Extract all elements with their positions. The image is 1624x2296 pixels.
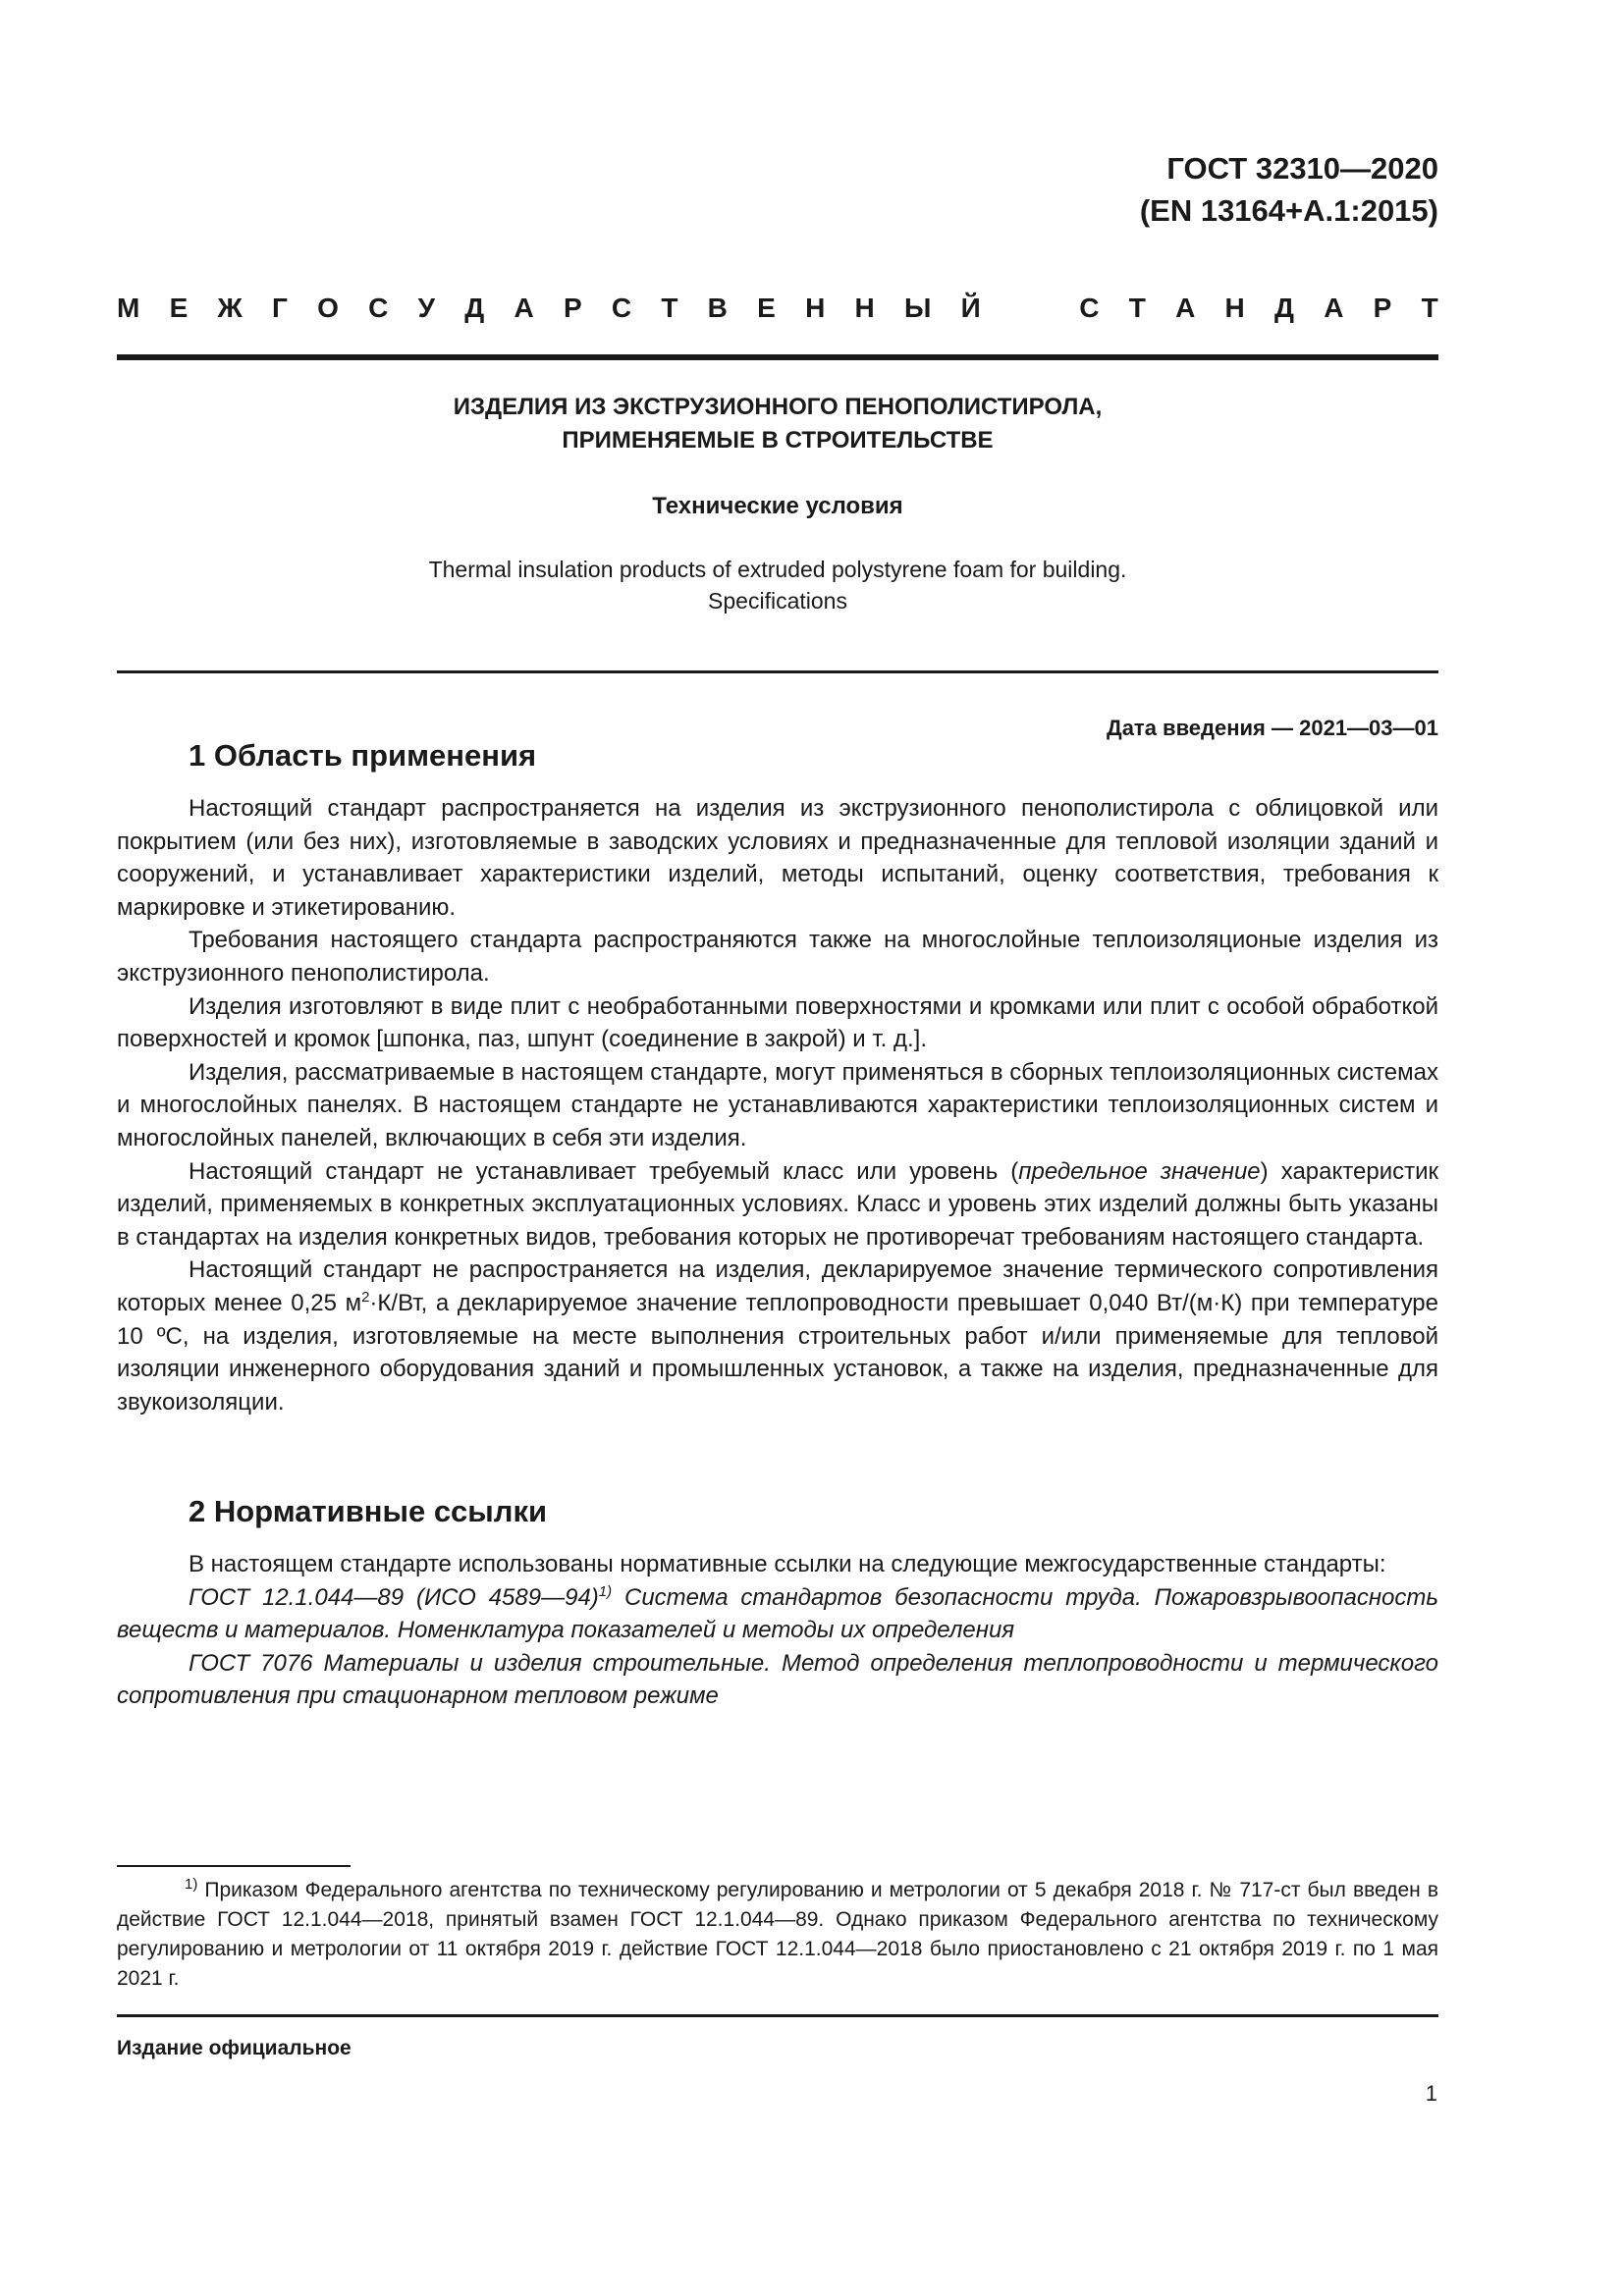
banner-letter: Т: [661, 293, 678, 323]
text-run: Настоящий стандарт не устанавливает требуемый класс или уровень (: [189, 1157, 1019, 1185]
paragraph: [117, 1254, 1438, 1418]
header-rule: [117, 354, 1438, 360]
section1-heading: 1 Область применения: [189, 738, 537, 773]
banner-letter: Е: [757, 293, 776, 323]
text-run: ) характеристик изделий, применяемых в конкретных эксплуатационных условиях. Класс и уровень этих изделий должны быть указаны в стандартах на изделия конкретных видов, требования которых не противоречат требованиям настоящего стандарта.: [117, 1157, 1438, 1251]
paragraph: Изделия изготовляют в виде плит с необработанными поверхностями и кромками или плит с особой обработкой поверхностей и кромок [шпонка, паз, шпунт (соединение в закрой) и т. д.].: [117, 992, 1438, 1053]
banner-letter: Р: [1373, 293, 1392, 323]
banner-letter: В: [707, 293, 728, 323]
text-run: ·К/Вт, а декларируемое значение теплопроводности превышает 0,040 Вт/(м·К) при температуре 10 ºС, на изделия, изготовляемые на месте выполнения строительных работ и/или применяемые для тепловой изоляции инженерного оборудования зданий и промышленных установок, а также на изделия, предназначенные для звукоизоляции.: [117, 1289, 1438, 1415]
footnote-separator: [117, 1865, 351, 1867]
reference-code: ГОСТ 12.1.044—89 (ИСО 4589—94): [189, 1583, 599, 1611]
title-rule: [117, 670, 1438, 673]
footer-rule: [117, 2014, 1438, 2017]
interstate-standard-banner: [117, 291, 1438, 326]
banner-letter: Д: [464, 293, 485, 323]
banner-letter: Р: [563, 293, 582, 323]
superscript: 2: [361, 1288, 370, 1306]
banner-letter: О: [317, 293, 339, 323]
official-edition-label: Издание официальное: [117, 2037, 352, 2059]
footnote-marker: 1): [598, 1582, 613, 1600]
banner-letter: Н: [805, 293, 826, 323]
section2-heading: 2 Нормативные ссылки: [189, 1494, 548, 1528]
english-title: [117, 554, 1438, 616]
banner-letter: Г: [272, 293, 288, 323]
standard-code-line1: ГОСТ 32310—2020: [1166, 151, 1438, 186]
banner-letter: А: [1324, 293, 1344, 323]
banner-letter: Д: [1274, 293, 1294, 323]
page-number: 1: [1425, 2081, 1437, 2106]
english-title-line1: Thermal insulation products of extruded polystyrene foam for building.: [428, 557, 1127, 582]
english-title-line2: Specifications: [708, 588, 847, 614]
banner-letter: С: [1079, 293, 1100, 323]
word-gap: [1010, 291, 1050, 326]
banner-letter: Е: [169, 293, 189, 323]
standard-code-line2: (EN 13164+A.1:2015): [1139, 193, 1438, 228]
banner-letter: Т: [1421, 293, 1438, 323]
text-run: Настоящий стандарт не распространяется на изделия, декларируемое значение термического сопротивления которых менее 0,25 м: [117, 1256, 1438, 1316]
paragraph: Требования настоящего стандарта распространяются также на многослойные теплоизоляционые изделия из экструзионного пенополистирола.: [117, 927, 1438, 987]
introduction-date: Дата введения — 2021—03—01: [1107, 716, 1438, 740]
section2-body: [117, 1548, 1438, 1713]
paragraph: Изделия, рассматриваемые в настоящем стандарте, могут применяться в сборных теплоизоляционных системах и многослойных панелях. В настоящем стандарте не устанавливаются характеристики теплоизоляционных систем и многослойных панелей, включающих в себя эти изделия.: [117, 1058, 1438, 1151]
banner-letter: С: [368, 293, 389, 323]
section1-body: [117, 792, 1438, 1418]
title-line1: ИЗДЕЛИЯ ИЗ ЭКСТРУЗИОННОГО ПЕНОПОЛИСТИРОЛА,: [453, 394, 1103, 420]
document-title: [117, 391, 1438, 457]
italic-term: предельное значение: [1018, 1157, 1261, 1185]
normative-reference: ГОСТ 7076 Материалы и изделия строительные. Метод определения теплопроводности и термического сопротивления при стационарном тепловом режиме: [117, 1649, 1438, 1710]
footnote-marker: 1): [185, 1876, 198, 1893]
footnote: [117, 1876, 1438, 1994]
banner-letter: Т: [1128, 293, 1146, 323]
banner-letter: Ы: [904, 293, 932, 323]
banner-letter: У: [417, 293, 436, 323]
normative-reference: [117, 1581, 1438, 1647]
banner-letter: А: [514, 293, 534, 323]
banner-letter: С: [611, 293, 632, 323]
paragraph: В настоящем стандарте использованы нормативные ссылки на следующие межгосударственные стандарты:: [189, 1551, 1386, 1577]
paragraph: [117, 1155, 1438, 1255]
title-line2: ПРИМЕНЯЕМЫЕ В СТРОИТЕЛЬСТВЕ: [562, 427, 994, 454]
standard-code: [1140, 147, 1438, 232]
paragraph: Настоящий стандарт распространяется на изделия из экструзионного пенополистирола с облицовкой или покрытием (или без них), изготовляемые в заводских условиях и предназначенные для тепловой изоляции зданий и сооружений, и устанавливает характеристики изделий, методы испытаний, оценку соответствия, требования к маркировке и этикетированию.: [117, 795, 1438, 921]
banner-letter: Н: [1224, 293, 1245, 323]
banner-letter: Ж: [217, 293, 243, 323]
reference-title: Система стандартов безопасности труда. Пожаровзрывоопасность веществ и материалов. Номенклатура показателей и методы их определения: [117, 1583, 1438, 1644]
banner-letter: М: [117, 293, 140, 323]
footnote-body: Приказом Федерального агентства по техническому регулированию и метрологии от 5 декабря 2018 г. № 717-ст был введен в действие ГОСТ 12.1.044—2018, принятый взамен ГОСТ 12.1.044—89. Однако приказом Федерального агентства по техническому регулированию и метрологии от 11 октября 2019 г. действие ГОСТ 12.1.044—2018 было приостановлено с 21 октября 2019 г. по 1 мая 2021 г.: [117, 1879, 1438, 1990]
banner-letter: А: [1175, 293, 1196, 323]
banner-letter: Н: [854, 293, 875, 323]
banner-letter: Й: [960, 293, 981, 323]
footnote-text: [117, 1876, 1438, 1994]
document-subtitle: Технические условия: [652, 493, 903, 519]
